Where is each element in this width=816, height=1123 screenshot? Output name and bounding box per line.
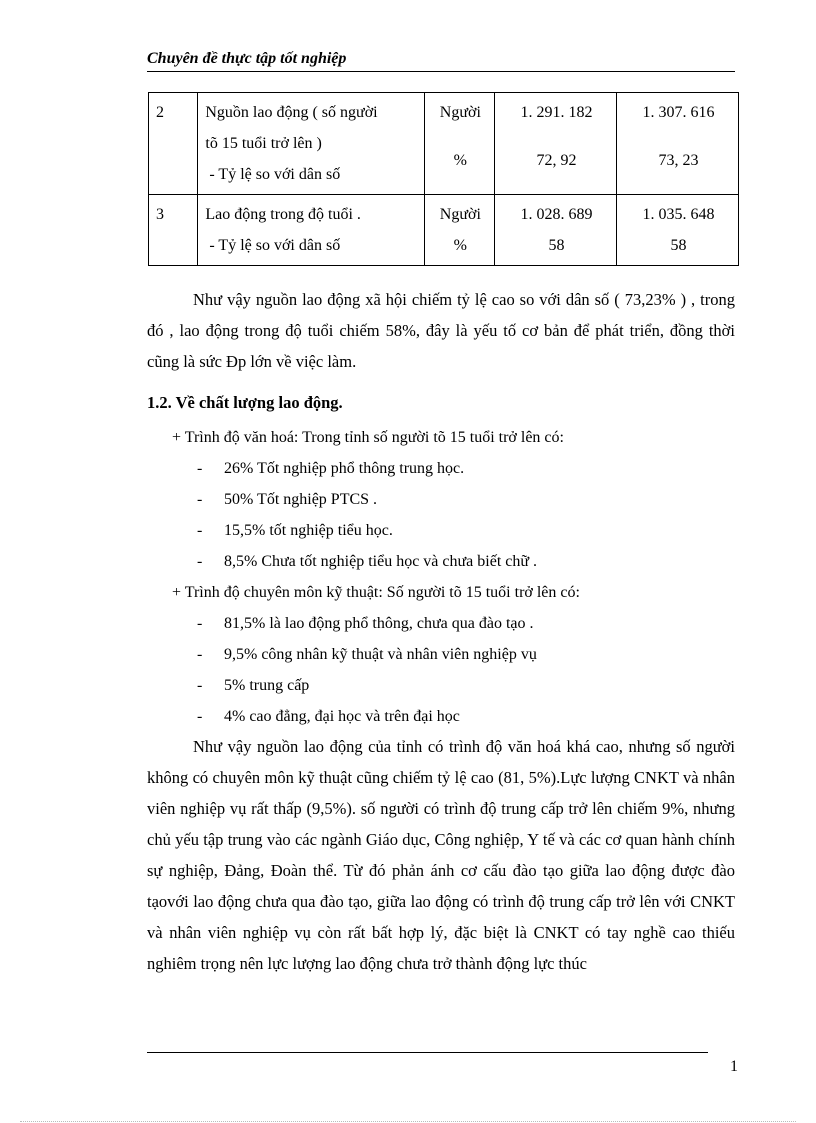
section-heading: 1.2. Về chất lượng lao động. — [147, 393, 343, 412]
list-item — [197, 546, 580, 577]
unit-line: Người — [439, 104, 481, 121]
row-unit — [424, 93, 494, 195]
description-line: Lao động trong độ tuổi . — [205, 206, 361, 223]
analysis-text: Như vậy nguồn lao động của tỉnh có trình độ văn hoá khá cao, nhưng số người không có chuyên môn kỹ thuật cũng chiếm tỷ lệ cao (81, 5%).Lực lượng CNKT và nhân viên nghiệp vụ rất thấp (9,5%). số người có trình độ trung cấp trở lên chiếm 9%, nhưng chủ yếu tập trung vào các ngành Giáo dục, Công nghiệp, Y tế và các cơ quan hành chính sự nghiệp, Đảng, Đoàn thể. Từ đó phản ánh cơ cấu đào tạo giữa lao động được đào tạovới lao động chưa qua đào tạo, giữa lao động có trình độ trung cấp trở lên với CNKT và nhân viên nghiệp vụ còn rất bất hợp lý, đặc biệt là CNKT có tay nghề cao thiếu nghiêm trọng nên lực lượng lao động chưa trở thành động lực thúc — [147, 737, 735, 973]
row-description — [198, 93, 424, 195]
technical-intro: + Trình độ chuyên môn kỹ thuật: Số người tõ 15 tuổi trở lên có: — [172, 584, 580, 601]
header-rule — [147, 71, 735, 72]
value-line: 58 — [670, 237, 687, 254]
education-intro: + Trình độ văn hoá: Trong tỉnh số người tõ 15 tuổi trở lên có: — [172, 429, 564, 446]
bullet: - — [197, 677, 203, 694]
value-line: 58 — [548, 237, 565, 254]
row-number: 3 — [149, 195, 198, 266]
row-value-2 — [616, 195, 738, 266]
list-item — [197, 639, 580, 670]
description-line: tõ 15 tuổi trở lên ) — [205, 135, 322, 152]
row-value-2 — [616, 93, 738, 195]
description-line: - Tỷ lệ so với dân số — [209, 237, 341, 254]
row-number: 2 — [149, 93, 198, 195]
summary-text: Như vậy nguồn lao động xã hội chiếm tỷ lệ cao so với dân số ( 73,23% ) , trong đó , lao động trong độ tuổi chiếm 58%, đây là yếu tố cơ bản để phát triển, đồng thời cũng là sức Đp lớn về việc làm. — [147, 290, 735, 371]
row-description — [198, 195, 424, 266]
list-item-text: 26% Tốt nghiệp phổ thông trung học. — [224, 460, 465, 477]
bullet: - — [197, 553, 203, 570]
quality-list — [172, 422, 580, 732]
bullet: - — [197, 460, 203, 477]
description-line: - Tỷ lệ so với dân số — [209, 166, 341, 183]
list-item-text: 15,5% tốt nghiệp tiểu học. — [224, 522, 393, 539]
page-number: 1 — [730, 1058, 738, 1075]
row-value-1 — [495, 93, 617, 195]
list-item-text: 81,5% là lao động phổ thông, chưa qua đào tạo . — [224, 615, 534, 632]
list-item — [197, 484, 580, 515]
page-header-title: Chuyên đề thực tập tốt nghiệp — [147, 50, 347, 67]
list-item-text: 5% trung cấp — [224, 677, 310, 694]
value-line: 1. 035. 648 — [642, 206, 715, 223]
value-line: 72, 92 — [536, 152, 577, 169]
analysis-paragraph — [147, 731, 735, 979]
bullet: - — [197, 491, 203, 508]
row-unit — [424, 195, 494, 266]
list-item-text: 4% cao đẳng, đại học và trên đại học — [224, 708, 460, 725]
page-edge-divider — [20, 1121, 796, 1122]
list-item — [197, 608, 580, 639]
list-item-text: 50% Tốt nghiệp PTCS . — [224, 491, 378, 508]
list-item — [197, 701, 580, 732]
labor-table — [148, 92, 739, 266]
bullet: - — [197, 646, 203, 663]
table-row — [149, 93, 739, 195]
row-value-1 — [495, 195, 617, 266]
list-item — [197, 515, 580, 546]
unit-line: % — [453, 152, 467, 169]
bullet: - — [197, 522, 203, 539]
value-line: 73, 23 — [658, 152, 699, 169]
list-item-text: 8,5% Chưa tốt nghiệp tiểu học và chưa biết chữ . — [224, 553, 538, 570]
value-line: 1. 028. 689 — [520, 206, 593, 223]
summary-paragraph — [147, 284, 735, 377]
unit-line: % — [453, 237, 467, 254]
bullet: - — [197, 615, 203, 632]
description-line: Nguồn lao động ( số người — [205, 104, 378, 121]
unit-line: Người — [439, 206, 481, 223]
list-item — [197, 453, 580, 484]
footer-rule — [147, 1052, 708, 1053]
value-line: 1. 307. 616 — [642, 104, 715, 121]
table-row — [149, 195, 739, 266]
list-item — [197, 670, 580, 701]
bullet: - — [197, 708, 203, 725]
value-line: 1. 291. 182 — [520, 104, 593, 121]
list-item-text: 9,5% công nhân kỹ thuật và nhân viên nghiệp vụ — [224, 646, 537, 663]
